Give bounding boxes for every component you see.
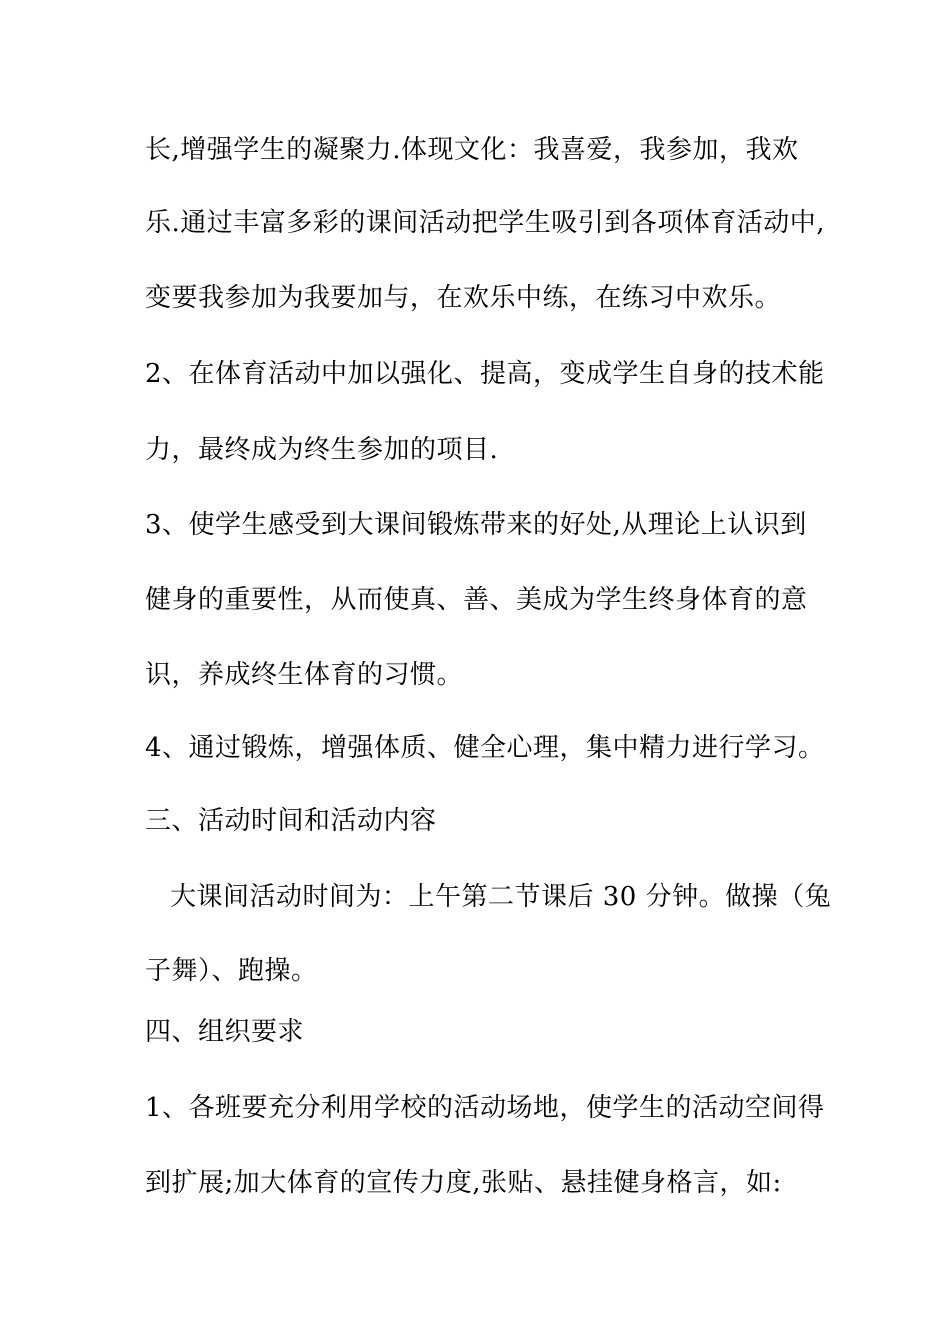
paragraph-line-3: 变要我参加为我要加与，在欢乐中练，在练习中欢乐。 <box>145 283 782 313</box>
section-heading-4: 四、组织要求 <box>145 1017 305 1047</box>
paragraph-line-2: 乐.通过丰富多彩的课间活动把学生吸引到各项体育活动中, <box>145 208 826 238</box>
activity-time-line-2: 子舞）、跑操。 <box>145 956 318 986</box>
requirement-1-line-2: 到扩展;加大体育的宣传力度,张贴、悬挂健身格言，如: <box>145 1168 782 1198</box>
activity-time-line-1: 大课间活动时间为：上午第二节课后 30 分钟。做操（兔 <box>170 882 832 912</box>
section-heading-3: 三、活动时间和活动内容 <box>145 806 437 836</box>
list-item-3-line-2: 健身的重要性，从而使真、善、美成为学生终身体育的意 <box>145 585 808 615</box>
list-item-2-line-1: 2、在体育活动中加以强化、提高，变成学生自身的技术能 <box>145 359 825 389</box>
list-item-3-line-1: 3、使学生感受到大课间锻炼带来的好处,从理论上认识到 <box>145 510 807 540</box>
list-item-4: 4、通过锻炼，增强体质、健全心理，集中精力进行学习。 <box>145 733 825 763</box>
requirement-1-line-1: 1、各班要充分利用学校的活动场地，使学生的活动空间得 <box>145 1093 825 1123</box>
list-item-3-line-3: 识，养成终生体育的习惯。 <box>145 660 464 690</box>
list-item-2-line-2: 力，最终成为终生参加的项目. <box>145 435 499 465</box>
paragraph-line-1: 长,增强学生的凝聚力.体现文化：我喜爱，我参加，我欢 <box>145 135 799 165</box>
